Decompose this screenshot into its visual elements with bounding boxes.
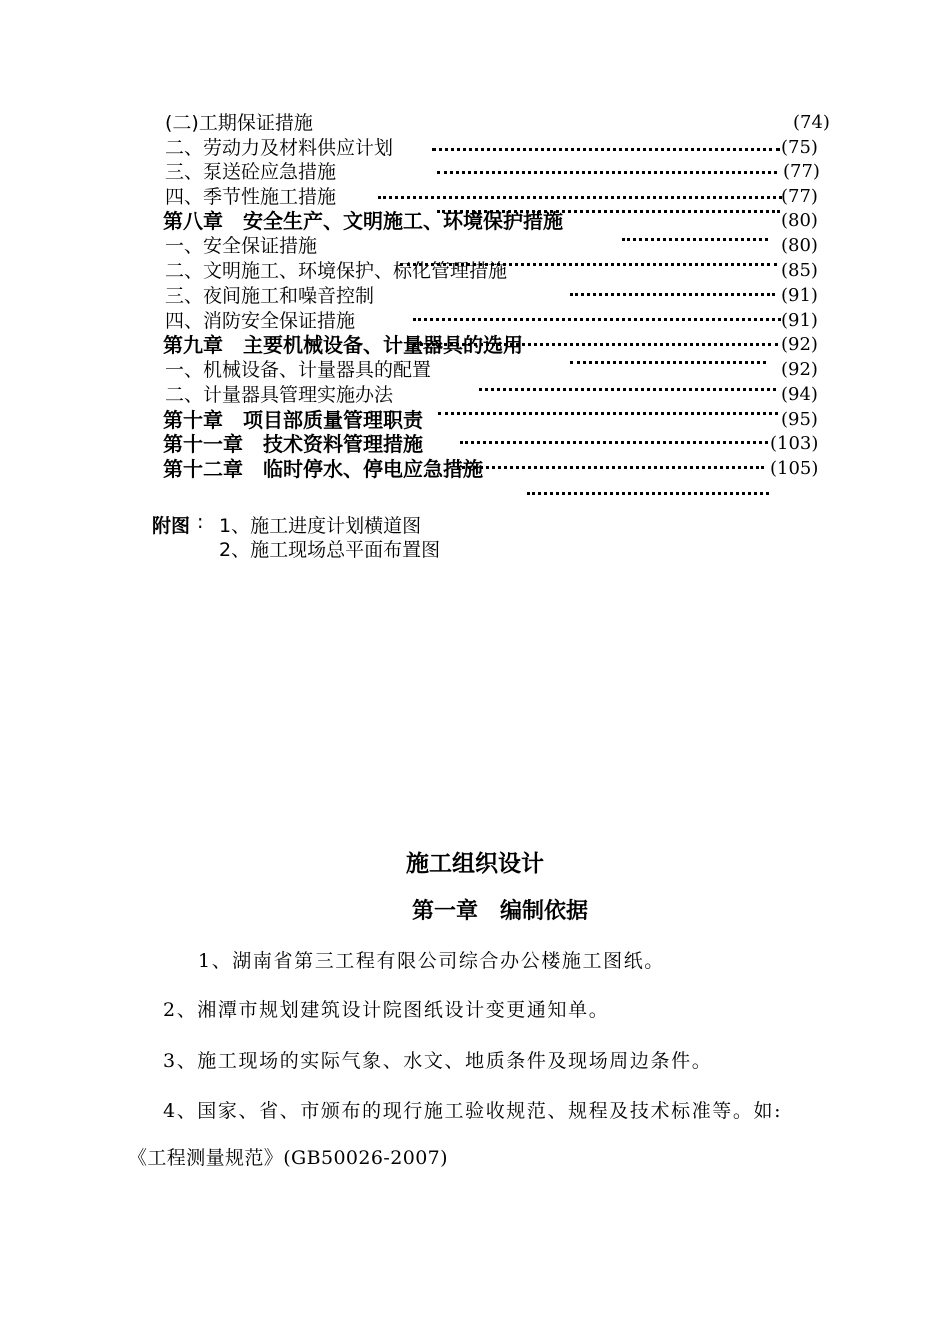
- toc-entry-page: (92): [781, 359, 818, 380]
- toc-entry-page: (105): [770, 458, 819, 479]
- toc-leader-dots: [437, 171, 777, 174]
- toc-entry-page: (75): [781, 137, 818, 158]
- toc-entry-page: (74): [793, 112, 830, 133]
- toc-leader-dots: [570, 361, 766, 364]
- toc-entry-page: (103): [770, 433, 819, 454]
- toc-leader-dots: [400, 263, 777, 266]
- toc-entry-text: 一、安全保证措施: [165, 235, 318, 257]
- basis-item: 《工程测量规范》(GB50026-2007): [128, 1147, 448, 1169]
- toc-entry-page: (80): [781, 235, 818, 256]
- toc-entry-text: 二、劳动力及材料供应计划: [165, 137, 394, 159]
- toc-entry-text: 一、机械设备、计量器具的配置: [165, 359, 432, 381]
- document-title: 施工组织设计: [406, 850, 544, 877]
- basis-item: 4、国家、省、市颁布的现行施工验收规范、规程及技术标准等。如:: [163, 1100, 783, 1122]
- toc-entry-page: (77): [783, 161, 820, 182]
- toc-leader-dots: [527, 492, 769, 495]
- appendix-label: 附图: [152, 515, 191, 537]
- toc-leader-dots: [570, 293, 775, 296]
- basis-item: 1、湖南省第三工程有限公司综合办公楼施工图纸。: [198, 950, 665, 972]
- toc-leader-dots: [622, 238, 768, 241]
- toc-entry-text: 四、季节性施工措施: [165, 186, 337, 208]
- toc-leader-dots: [457, 466, 764, 469]
- toc-entry-text: 三、泵送砼应急措施: [165, 161, 337, 183]
- chapter-title: 第一章 编制依据: [411, 899, 588, 924]
- toc-entry-page: (85): [781, 260, 818, 281]
- toc-chapter-text: 第九章 主要机械设备、计量器具的选用: [163, 333, 523, 357]
- toc-chapter-text: 第十二章 临时停水、停电应急措施: [163, 457, 483, 481]
- toc-entry-text: 三、夜间施工和噪音控制: [165, 285, 375, 307]
- toc-leader-dots: [460, 441, 768, 444]
- toc-chapter-text: 第十一章 技术资料管理措施: [163, 432, 423, 456]
- toc-entry-page: (91): [781, 310, 818, 331]
- toc-leader-dots: [438, 412, 778, 415]
- toc-chapter-text: 第十章 项目部质量管理职责: [163, 408, 423, 432]
- toc-chapter-text: 第八章 安全生产、文明施工、环境保护措施: [163, 209, 563, 233]
- toc-entry-page: (80): [781, 210, 818, 231]
- appendix-item: 2、施工现场总平面布置图: [219, 539, 441, 561]
- toc-entry-text: 四、消防安全保证措施: [165, 310, 356, 332]
- toc-entry-text: (二)工期保证措施: [165, 112, 313, 134]
- toc-entry-page: (92): [781, 334, 818, 355]
- toc-entry-page: (94): [781, 384, 818, 405]
- basis-item: 2、湘潭市规划建筑设计院图纸设计变更通知单。: [163, 999, 610, 1021]
- toc-leader-dots: [413, 318, 781, 321]
- toc-entry-page: (77): [781, 186, 818, 207]
- toc-leader-dots: [432, 148, 780, 151]
- appendix-item: 1、施工进度计划横道图: [219, 515, 422, 537]
- toc-entry-page: (95): [781, 409, 818, 430]
- toc-leader-dots: [378, 196, 782, 199]
- toc-leader-dots: [479, 388, 776, 391]
- basis-item: 3、施工现场的实际气象、水文、地质条件及现场周边条件。: [163, 1050, 713, 1072]
- toc-entry-text: 二、计量器具管理实施办法: [165, 384, 394, 406]
- toc-entry-text: 二、文明施工、环境保护、标化管理措施: [165, 260, 508, 282]
- toc-leader-dots: [413, 343, 778, 346]
- toc-leader-dots: [437, 210, 780, 213]
- appendix-colon: :: [197, 511, 204, 533]
- toc-entry-page: (91): [781, 285, 818, 306]
